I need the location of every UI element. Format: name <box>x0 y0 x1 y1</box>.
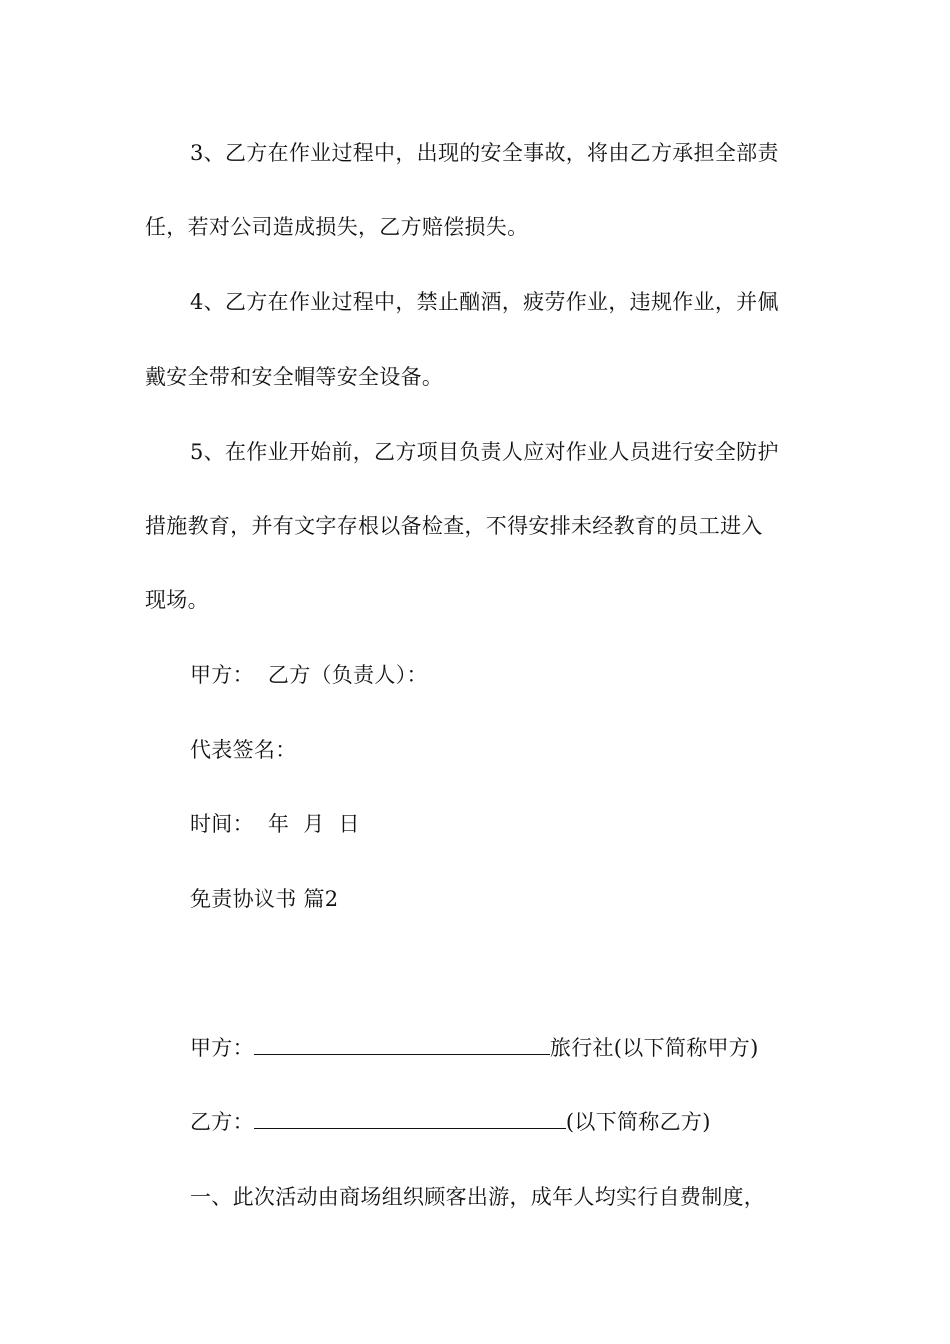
party-a-line <box>190 1033 855 1063</box>
day-label: 日 <box>338 812 360 836</box>
paragraph-line: 4、乙方在作业过程中，禁止酗酒，疲劳作业，违规作业，并佩 <box>190 290 779 314</box>
paragraph-line: 3、乙方在作业过程中，出现的安全事故，将由乙方承担全部责 <box>190 141 779 165</box>
party-b-suffix: (以下简称乙方) <box>565 1110 711 1134</box>
party-a-suffix: 旅行社(以下简称甲方) <box>549 1036 759 1060</box>
year-label: 年 <box>267 812 290 836</box>
party-b-line <box>190 1107 855 1137</box>
paragraph-line: 5、在作业开始前，乙方项目负责人应对作业人员进行安全防护 <box>190 440 779 464</box>
representative-signature-label: 代表签名： <box>190 738 297 762</box>
paragraph-line: 措施教育，并有文字存根以备检查，不得安排未经教育的员工进入 <box>145 514 763 538</box>
party-a-label: 甲方： <box>190 663 254 687</box>
paragraph-line: 任，若对公司造成损失，乙方赔偿损失。 <box>145 215 529 239</box>
clause-line: 一、此次活动由商场组织顾客出游，成年人均实行自费制度， <box>190 1185 766 1209</box>
signature-date-line <box>190 809 855 839</box>
party-b-label: 乙方（负责人）： <box>267 663 428 687</box>
time-label: 时间： <box>190 812 254 836</box>
section-heading: 免责协议书 篇2 <box>190 887 339 911</box>
paragraph-line: 戴安全带和安全帽等安全设备。 <box>145 365 444 389</box>
party-a-label: 甲方： <box>190 1036 254 1060</box>
signature-parties-line <box>190 660 855 690</box>
party-a-blank <box>254 1034 550 1055</box>
month-label: 月 <box>303 812 325 836</box>
party-b-blank <box>254 1108 566 1129</box>
party-b-label: 乙方： <box>190 1110 254 1134</box>
paragraph-line: 现场。 <box>145 588 209 612</box>
